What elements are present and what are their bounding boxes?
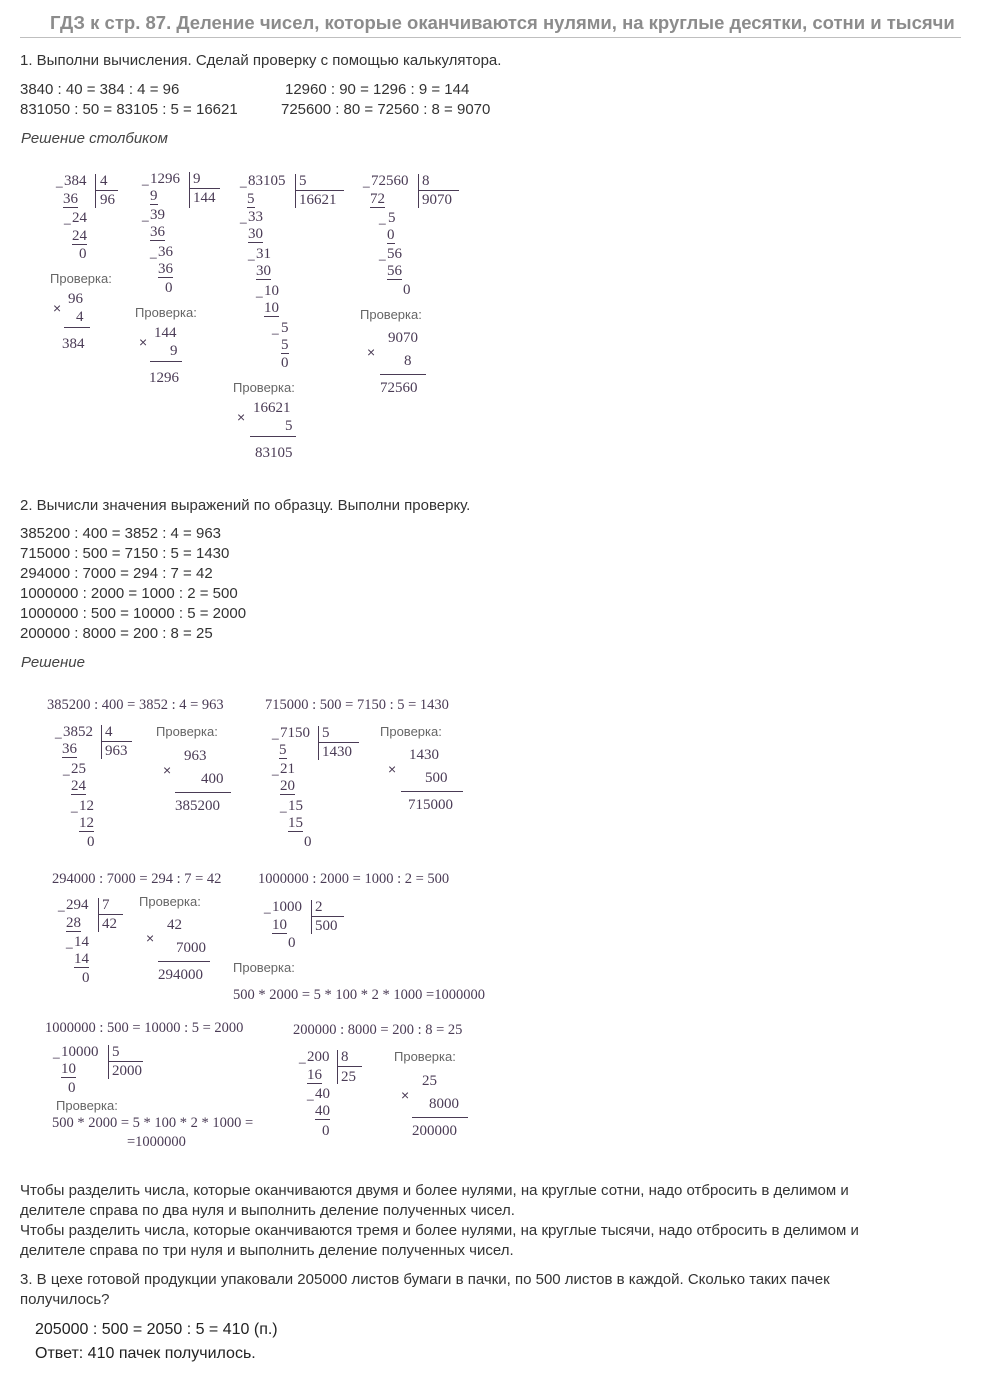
remainder: 0 xyxy=(68,1080,76,1096)
remainder: 15 xyxy=(288,798,303,814)
product: 294000 xyxy=(158,967,203,983)
task2-heading: 2. Вычисли значения выражений по образцу. Выполни проверку. xyxy=(20,497,471,514)
factor: 144 xyxy=(154,325,177,341)
subtrahend: 36 xyxy=(63,191,78,207)
expression: 1000000 : 500 = 10000 : 5 = 2000 xyxy=(45,1020,244,1036)
factor: 8000 xyxy=(429,1096,459,1112)
factor: 9070 xyxy=(388,330,418,346)
dividend: 200 xyxy=(307,1049,330,1065)
product: 715000 xyxy=(408,797,453,813)
remainder: 0 xyxy=(281,355,289,371)
remainder: 5 xyxy=(281,320,289,336)
multiply-sign: × xyxy=(367,344,376,360)
title-divider xyxy=(20,37,961,38)
multiply-sign: × xyxy=(401,1087,410,1103)
remainder: 21 xyxy=(280,761,295,777)
subtrahend: 40 xyxy=(315,1103,330,1119)
divisor: 5 xyxy=(299,173,307,189)
subtrahend: 30 xyxy=(248,226,263,242)
expression: 385200 : 400 = 3852 : 4 = 963 xyxy=(47,697,224,713)
expression: 200000 : 8000 = 200 : 8 = 25 xyxy=(293,1022,463,1038)
remainder: 0 xyxy=(87,834,95,850)
quotient: 16621 xyxy=(299,192,337,208)
multiply-sign: × xyxy=(163,762,172,778)
factor: 42 xyxy=(167,917,182,933)
quotient: 96 xyxy=(100,192,115,208)
task1-solution-label: Решение столбиком xyxy=(21,130,168,147)
check-label: Проверка: xyxy=(56,1098,118,1113)
subtrahend: 5 xyxy=(247,191,255,207)
remainder: 24 xyxy=(72,210,87,226)
check-label: Проверка: xyxy=(139,894,201,909)
factor: 96 xyxy=(68,291,83,307)
dividend: 7150 xyxy=(280,725,310,741)
task1-line: 831050 : 50 = 83105 : 5 = 16621 xyxy=(20,101,238,118)
check-label: Проверка: xyxy=(380,724,442,739)
check-result: =1000000 xyxy=(127,1134,186,1150)
remainder: 36 xyxy=(158,244,173,260)
task2-line: 294000 : 7000 = 294 : 7 = 42 xyxy=(20,565,213,582)
quotient: 144 xyxy=(193,190,216,206)
factor: 963 xyxy=(184,748,207,764)
divisor: 4 xyxy=(105,724,113,740)
subtrahend: 0 xyxy=(387,227,395,243)
remainder: 0 xyxy=(79,246,87,262)
task3-heading: 3. В цехе готовой продукции упаковали 205000 листов бумаги в пачки, по 500 листов в каждой. Сколько таких пачек xyxy=(20,1271,830,1288)
remainder: 0 xyxy=(304,834,312,850)
subtrahend: 14 xyxy=(74,951,89,967)
task2-line: 385200 : 400 = 3852 : 4 = 963 xyxy=(20,525,222,542)
remainder: 0 xyxy=(288,935,296,951)
rule-text: делителе справа по три нуля и выполнить деление полученных чисел. xyxy=(20,1242,514,1259)
check-label: Проверка: xyxy=(135,305,197,320)
subtrahend: 5 xyxy=(281,337,289,353)
subtrahend: 16 xyxy=(307,1067,322,1083)
factor: 16621 xyxy=(253,400,291,416)
divisor: 9 xyxy=(193,171,201,187)
task1-heading: 1. Выполни вычисления. Сделай проверку с помощью калькулятора. xyxy=(20,52,502,69)
remainder: 0 xyxy=(322,1123,330,1139)
quotient: 25 xyxy=(341,1069,356,1085)
product: 1296 xyxy=(149,370,179,386)
remainder: 0 xyxy=(165,280,173,296)
task3-heading: получилось? xyxy=(20,1291,110,1308)
dividend: 72560 xyxy=(371,173,409,189)
task1-line: 725600 : 80 = 72560 : 8 = 9070 xyxy=(281,101,491,118)
subtrahend: 30 xyxy=(256,263,271,279)
divisor: 2 xyxy=(315,899,323,915)
factor: 7000 xyxy=(176,940,206,956)
rule-text: Чтобы разделить числа, которые оканчиваются тремя и более нулями, на круглые тысячи, надо отбросить в делимом и xyxy=(20,1222,859,1239)
factor: 9 xyxy=(170,343,178,359)
page-title: ГДЗ к стр. 87. Деление чисел, которые оканчиваются нулями, на круглые десятки, сотни и тысячи xyxy=(50,12,955,33)
factor: 1430 xyxy=(409,747,439,763)
quotient: 42 xyxy=(102,916,117,932)
factor: 25 xyxy=(422,1073,437,1089)
task2-line: 1000000 : 2000 = 1000 : 2 = 500 xyxy=(20,585,238,602)
task3-solution: 205000 : 500 = 2050 : 5 = 410 (п.) xyxy=(35,1321,278,1338)
rule-text: делителе справа по два нуля и выполнить деление полученных чисел. xyxy=(20,1202,515,1219)
product: 200000 xyxy=(412,1123,457,1139)
remainder: 0 xyxy=(82,970,90,986)
product: 83105 xyxy=(255,445,293,461)
remainder: 40 xyxy=(315,1086,330,1102)
factor: 5 xyxy=(285,418,293,434)
dividend: 3852 xyxy=(63,724,93,740)
subtrahend: 24 xyxy=(72,228,87,244)
quotient: 963 xyxy=(105,743,128,759)
subtrahend: 15 xyxy=(288,815,303,831)
remainder: 14 xyxy=(74,934,89,950)
product: 72560 xyxy=(380,380,418,396)
product: 384 xyxy=(62,336,85,352)
task1-line: 3840 : 40 = 384 : 4 = 96 xyxy=(20,81,180,98)
dividend: 294 xyxy=(66,897,89,913)
quotient: 9070 xyxy=(422,192,452,208)
quotient: 1430 xyxy=(322,744,352,760)
subtrahend: 12 xyxy=(79,815,94,831)
check-label: Проверка: xyxy=(360,307,422,322)
check-label: Проверка: xyxy=(233,960,295,975)
factor: 500 xyxy=(425,770,448,786)
quotient: 2000 xyxy=(112,1063,142,1079)
task2-line: 200000 : 8000 = 200 : 8 = 25 xyxy=(20,625,213,642)
remainder: 25 xyxy=(71,761,86,777)
expression: 1000000 : 2000 = 1000 : 2 = 500 xyxy=(258,871,450,887)
rule-text: Чтобы разделить числа, которые оканчиваются двумя и более нулями, на круглые сотни, надо отбросить в делимом и xyxy=(20,1182,849,1199)
subtrahend: 20 xyxy=(280,778,295,794)
product: 385200 xyxy=(175,798,220,814)
check-label: Проверка: xyxy=(233,380,295,395)
subtrahend: 10 xyxy=(61,1061,76,1077)
factor: 400 xyxy=(201,771,224,787)
factor: 8 xyxy=(404,353,412,369)
quotient: 500 xyxy=(315,918,338,934)
remainder: 10 xyxy=(264,283,279,299)
check-expression: 500 * 2000 = 5 * 100 * 2 * 1000 =1000000 xyxy=(233,987,485,1003)
dividend: 384 xyxy=(64,173,87,189)
multiply-sign: × xyxy=(388,761,397,777)
subtrahend: 5 xyxy=(279,742,287,758)
divisor: 8 xyxy=(341,1049,349,1065)
task2-line: 1000000 : 500 = 10000 : 5 = 2000 xyxy=(20,605,247,622)
factor: 4 xyxy=(76,309,84,325)
subtrahend: 10 xyxy=(264,300,279,316)
expression: 294000 : 7000 = 294 : 7 = 42 xyxy=(52,871,222,887)
divisor: 8 xyxy=(422,173,430,189)
subtrahend: 36 xyxy=(158,261,173,277)
multiply-sign: × xyxy=(53,300,62,316)
subtrahend: 24 xyxy=(71,778,86,794)
dividend: 1296 xyxy=(150,171,180,187)
subtrahend: 36 xyxy=(150,224,165,240)
subtrahend: 36 xyxy=(62,741,77,757)
multiply-sign: × xyxy=(237,409,246,425)
remainder: 0 xyxy=(403,282,411,298)
remainder: 39 xyxy=(150,207,165,223)
subtrahend: 28 xyxy=(66,915,81,931)
check-expression: 500 * 2000 = 5 * 100 * 2 * 1000 = xyxy=(52,1115,254,1131)
remainder: 31 xyxy=(256,246,271,262)
task2-line: 715000 : 500 = 7150 : 5 = 1430 xyxy=(20,545,230,562)
multiply-sign: × xyxy=(139,334,148,350)
remainder: 12 xyxy=(79,798,94,814)
check-label: Проверка: xyxy=(156,724,218,739)
task3-answer: Ответ: 410 пачек получилось. xyxy=(35,1345,256,1362)
task2-solution-label: Решение xyxy=(21,654,85,671)
expression: 715000 : 500 = 7150 : 5 = 1430 xyxy=(265,697,449,713)
divisor: 5 xyxy=(112,1044,120,1060)
check-label: Проверка: xyxy=(394,1049,456,1064)
remainder: 5 xyxy=(388,210,396,226)
divisor: 5 xyxy=(322,725,330,741)
subtrahend: 10 xyxy=(272,917,287,933)
remainder: 33 xyxy=(248,209,263,225)
subtrahend: 9 xyxy=(150,188,158,204)
dividend: 10000 xyxy=(61,1044,99,1060)
multiply-sign: × xyxy=(146,930,155,946)
check-label: Проверка: xyxy=(50,271,112,286)
divisor: 7 xyxy=(102,897,110,913)
task1-line: 12960 : 90 = 1296 : 9 = 144 xyxy=(285,81,470,98)
dividend: 83105 xyxy=(248,173,286,189)
dividend: 1000 xyxy=(272,899,302,915)
divisor: 4 xyxy=(100,173,108,189)
subtrahend: 56 xyxy=(387,263,402,279)
subtrahend: 72 xyxy=(370,191,385,207)
remainder: 56 xyxy=(387,246,402,262)
